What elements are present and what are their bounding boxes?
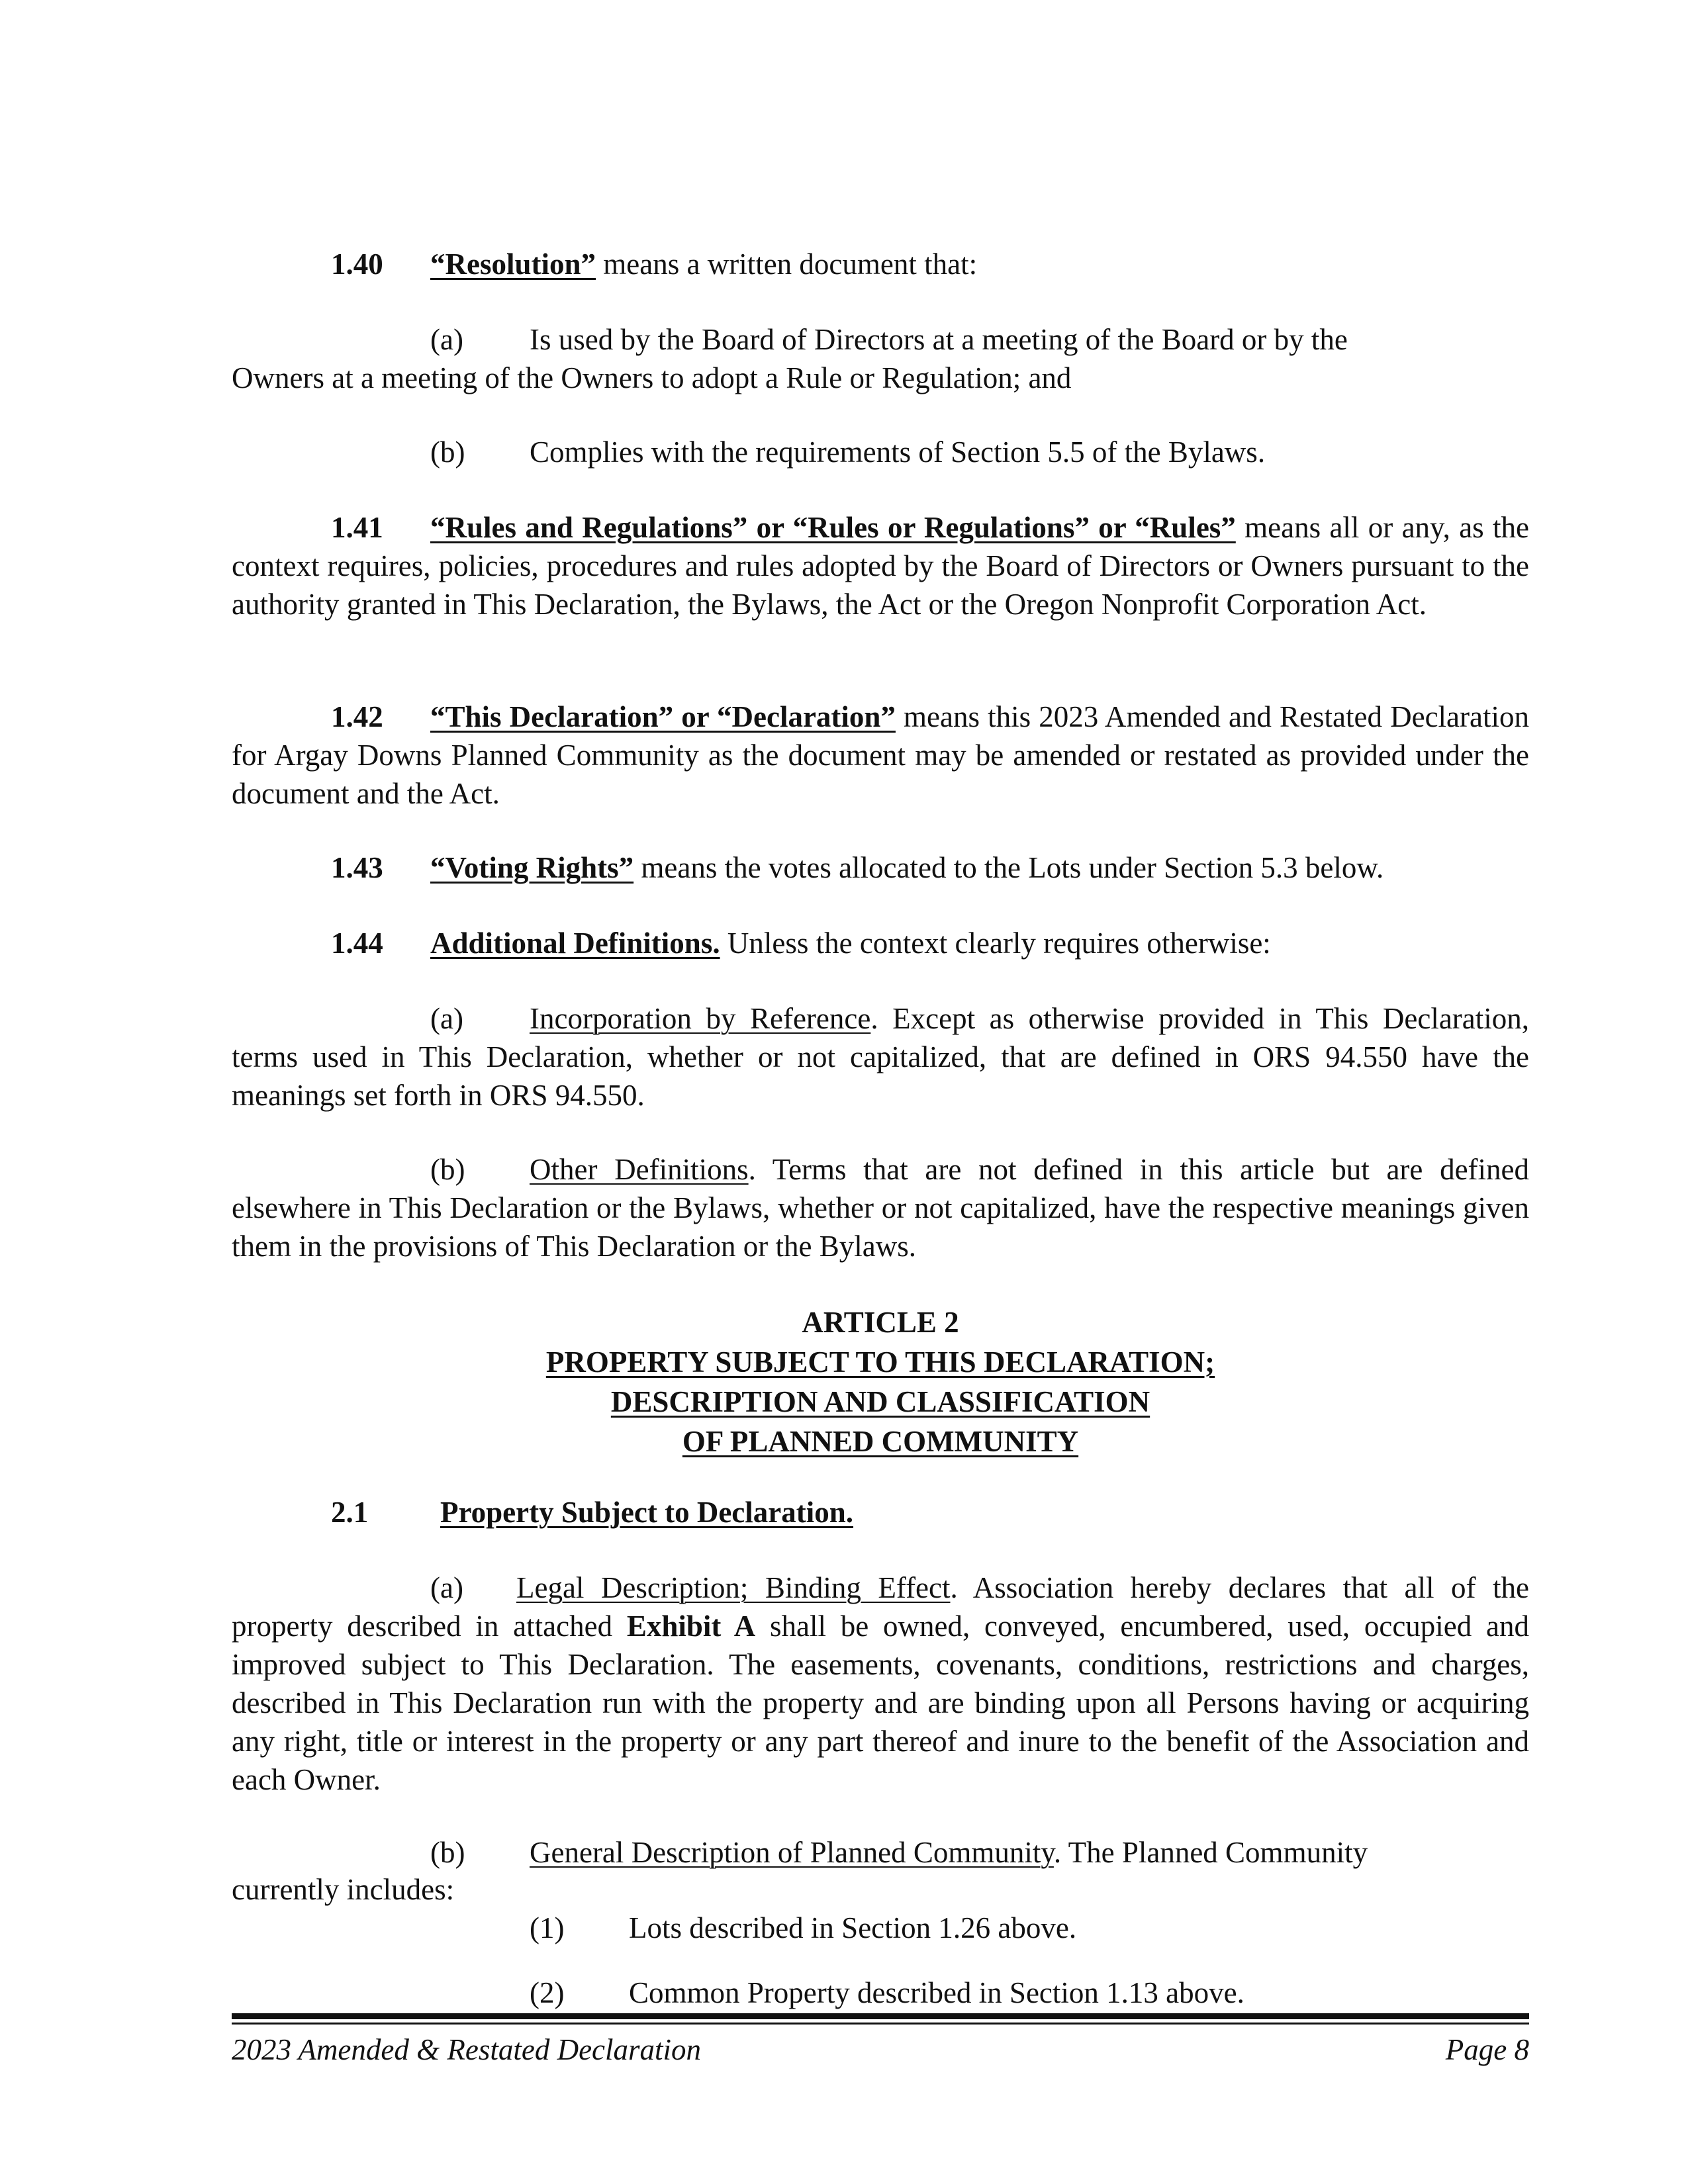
subsection-marker: (a) xyxy=(430,1002,463,1035)
section-text: means the votes allocated to the Lots under Section 5.3 below. xyxy=(633,851,1384,884)
article-title-line-2: DESCRIPTION AND CLASSIFICATION xyxy=(610,1385,1150,1418)
subsection-title: Other Definitions xyxy=(530,1153,749,1186)
section-number: 1.43 xyxy=(331,851,383,884)
section-title: Additional Definitions. xyxy=(430,927,720,960)
exhibit-reference: Exhibit A xyxy=(626,1610,756,1643)
section-number: 1.42 xyxy=(331,700,383,733)
defined-term: “Resolution” xyxy=(430,248,596,281)
list-text: Common Property described in Section 1.13 above. xyxy=(629,1976,1244,2009)
section-1-44-a xyxy=(232,999,1529,1115)
article-title-line-3: OF PLANNED COMMUNITY xyxy=(682,1425,1079,1458)
subsection-title: Legal Description; Binding Effect xyxy=(516,1571,951,1604)
section-1-44-b xyxy=(232,1150,1529,1265)
defined-term: “Voting Rights” xyxy=(430,851,634,884)
page-number: Page 8 xyxy=(1445,2033,1529,2066)
section-2-1-a xyxy=(232,1569,1529,1799)
section-text: Unless the context clearly requires otherwise: xyxy=(720,927,1271,960)
defined-term: “Rules and Regulations” or “Rules or Regulations” or “Rules” xyxy=(430,511,1236,544)
section-1-40-a xyxy=(232,320,1529,397)
article-title-line-1: PROPERTY SUBJECT TO THIS DECLARATION; xyxy=(545,1345,1215,1379)
document-page xyxy=(232,0,1529,2184)
section-number: 1.44 xyxy=(331,927,383,960)
subsection-title: General Description of Planned Community xyxy=(530,1836,1054,1869)
list-marker: (1) xyxy=(530,1911,565,1944)
subsection-marker: (a) xyxy=(430,1571,463,1604)
subsection-text: . Association hereby declares that all of the property described in attached xyxy=(232,1571,1529,1643)
section-number: 1.41 xyxy=(331,511,383,544)
subsection-marker: (b) xyxy=(430,1153,465,1186)
subsection-text-cont: Owners at a meeting of the Owners to adopt a Rule or Regulation; and xyxy=(232,361,1072,394)
list-text: Lots described in Section 1.26 above. xyxy=(629,1911,1077,1944)
subsection-text: . Except as otherwise provided in This Declaration, terms used in This Declaration, whether or not capitalized, that are defined in ORS 94.550 have the meanings set forth in ORS 94.550. xyxy=(232,1002,1530,1112)
list-item xyxy=(530,1974,1244,2012)
section-number: 1.40 xyxy=(331,248,383,281)
section-text: means all or any, as the context requires, policies, procedures and rules adopted by the Board of Directors or Owners pursuant to the authority granted in This Declaration, the Bylaws, the Act or the Oregon Nonprofit Corporation Act. xyxy=(232,511,1530,621)
article-number: ARTICLE 2 xyxy=(802,1306,959,1339)
section-1-42 xyxy=(232,698,1529,813)
subsection-text: . Terms that are not defined in this article but are defined elsewhere in This Declaration or the Bylaws, whether or not capitalized, have the respective meanings given them in the provisions of This Declaration or the Bylaws. xyxy=(232,1153,1530,1263)
section-1-41 xyxy=(232,508,1529,623)
subsection-title: Incorporation by Reference xyxy=(530,1002,871,1035)
section-title: Property Subject to Declaration. xyxy=(440,1496,854,1529)
subsection-marker: (a) xyxy=(430,323,463,356)
article-heading xyxy=(232,1302,1529,1461)
subsection-marker: (b) xyxy=(430,435,465,469)
section-number: 2.1 xyxy=(331,1496,369,1529)
list-item xyxy=(530,1909,1076,1947)
subsection-marker: (b) xyxy=(430,1836,465,1869)
subsection-text-cont: shall be owned, conveyed, encumbered, used, occupied and improved subject to This Declaration. The easements, covenants, conditions, restrictions and charges, described in This Declaration run with the property and are binding upon all Persons having or acquiring any right, title or interest in the property or any part thereof and inure to the benefit of the Association and each Owner. xyxy=(232,1610,1530,1796)
footer-rule xyxy=(232,2013,1529,2019)
subsection-text-cont: currently includes: xyxy=(232,1873,455,1906)
section-text: means this 2023 Amended and Restated Declaration for Argay Downs Planned Community as the document may be amended or restated as provided under the document and the Act. xyxy=(232,700,1529,810)
list-marker: (2) xyxy=(530,1976,565,2009)
subsection-text: . The Planned Community xyxy=(1053,1836,1368,1869)
defined-term: “This Declaration” or “Declaration” xyxy=(430,700,896,733)
section-text: means a written document that: xyxy=(596,248,978,281)
subsection-text: Is used by the Board of Directors at a meeting of the Board or by the xyxy=(530,323,1348,356)
subsection-text: Complies with the requirements of Section 5.5 of the Bylaws. xyxy=(530,435,1266,469)
footer-document-title: 2023 Amended & Restated Declaration xyxy=(232,2033,702,2066)
footer-rule-thin xyxy=(232,2023,1529,2025)
